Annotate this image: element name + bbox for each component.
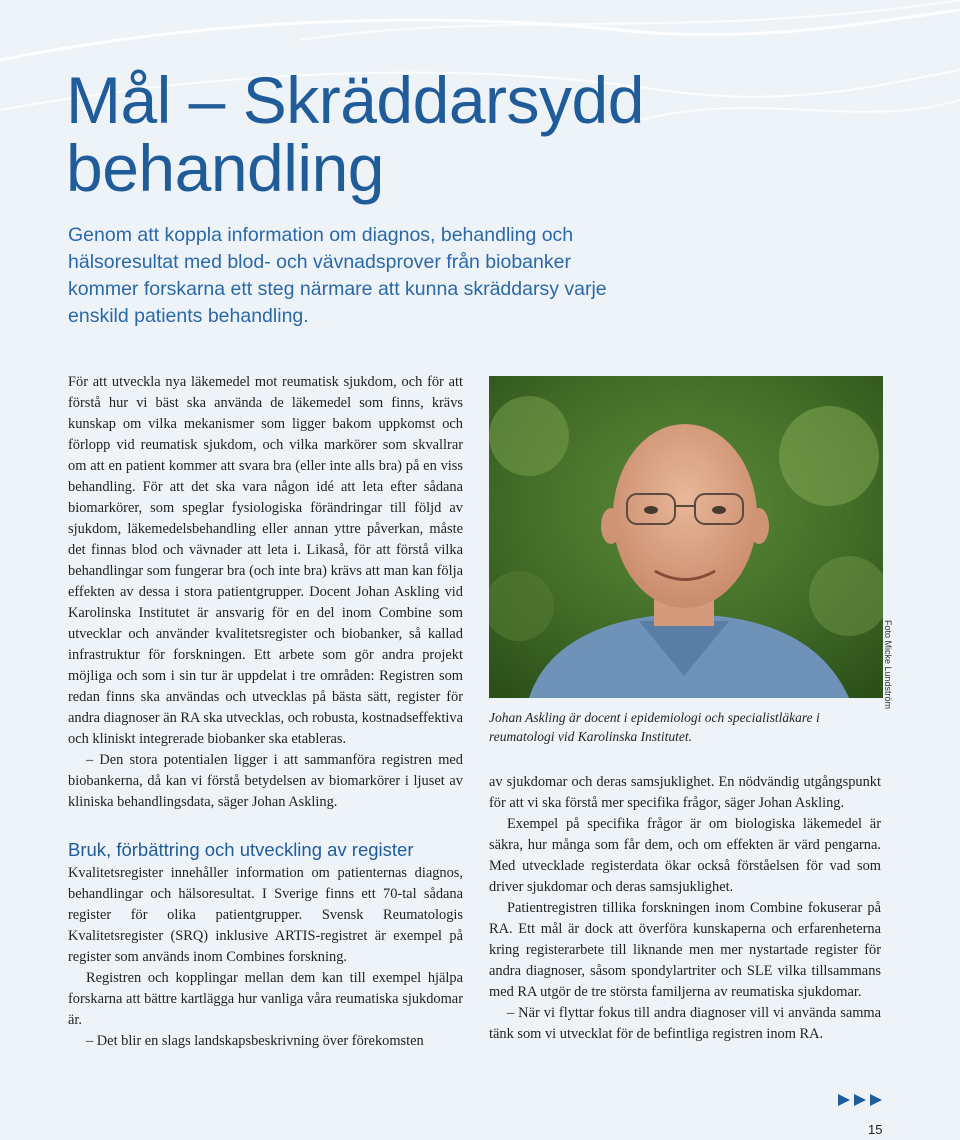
body-paragraph: – När vi flyttar fokus till andra diagnoser vill vi använda samma tänk som vi utvecklat för de befintliga registren inom RA. xyxy=(489,1005,881,1042)
portrait-photo xyxy=(489,376,883,698)
article-column-left xyxy=(68,372,463,1052)
body-paragraph: Kvalitetsregister innehåller information om patienternas diagnos, behandlingar och hälsoresultat. I Sverige finns ett 70-tal sådana register för olika patientgrupper. Svensk Reumatologis Kvalitetsregister (SRQ) inklusive ARTIS-registret är exempel på register som används inom Combines forskning. xyxy=(68,865,463,965)
photo-caption: Johan Askling är docent i epidemiologi och specialistläkare i reumatologi vid Karolinska Institutet. xyxy=(489,710,820,744)
body-paragraph: Exempel på specifika frågor är om biologiska läkemedel är säkra, hur många som får dem, och om effekten är värd pengarna. Med utvecklade registerdata ökar också förståelsen för vad som driver sjukdomar och deras samsjuklighet. xyxy=(489,816,881,895)
photo-credit: Foto Micke Lundström xyxy=(883,620,893,710)
body-paragraph: Registren och kopplingar mellan dem kan till exempel hjälpa forskarna att bättre kartlägga hur vanliga våra reumatiska sjukdomar är. xyxy=(68,970,463,1028)
body-paragraph: Patientregistren tillika forskningen inom Combine fokuserar på RA. Ett mål är dock att överföra kunskaperna och erfarenheterna kring registerarbete till liknande men mer nystartade register för andra diagnoser, såsom spondylartriter och SLE vilka tillsammans med RA utgör de tre största familjerna av reumatiska sjukdomar. xyxy=(489,900,881,1000)
body-paragraph: För att utveckla nya läkemedel mot reumatisk sjukdom, och för att förstå hur vi bäst ska använda de läkemedel som finns, krävs kunskap om vilka mekanismer som ligger bakom uppkomst och förlopp vid reumatisk sjukdom, och vilka markörer som skvallrar om att en patient kommer att svara bra (eller inte alls bra) på en viss behandling. För att det ska vara någon idé att leta efter sådana biomarkörer, som speglar fysiologiska förändringar till följd av sjukdom, läkemedelsbehandling eller annan yttre påverkan, måste det finnas blod och vävnader att leta i. Likaså, för att förstå vilka behandlingar som fungerar bra (och inte bra) krävs att man kan följa effekten av dessa i stora patientgrupper. Docent Johan Askling vid Karolinska Institutet är ansvarig för en del inom Combine som utvecklar och använder kvalitetsregister och biobanker, så kallad infrastruktur för forskningen. Ett arbete som gör andra projekt möjliga och som i sin tur är uppdelat i tre områden: Registren som redan finns ska användas och utvecklas på bästa sätt, register för andra diagnoser än RA ska utvecklas, och robusta, kostnadseffektiva och kliniskt integrerade biobanker ska etableras. xyxy=(68,374,463,747)
page-title: Mål – Skräddarsydd behandling xyxy=(66,63,644,205)
section-subheading: Bruk, förbättring och utveckling av register xyxy=(68,839,414,860)
continue-arrows-icon xyxy=(838,1092,884,1108)
page-number: 15 xyxy=(868,1122,883,1137)
body-paragraph: – Den stora potentialen ligger i att sammanföra registren med biobankerna, då kan vi förstå betydelsen av biomarkörer i ljuset av kliniska behandlingsdata, säger Johan Askling. xyxy=(68,752,463,810)
body-paragraph: – Det blir en slags landskapsbeskrivning över förekomsten xyxy=(86,1033,424,1049)
body-paragraph: av sjukdomar och deras samsjuklighet. En nödvändig utgångspunkt för att vi ska förstå mer specifika frågor, säger Johan Askling. xyxy=(489,774,881,811)
lead-paragraph: Genom att koppla information om diagnos, behandling och hälsoresultat med blod- och vävnadsprover från biobanker kommer forskarna ett steg närmare att kunna skräddarsy varje enskild patients behandling. xyxy=(68,224,607,327)
article-column-right xyxy=(489,772,881,1045)
